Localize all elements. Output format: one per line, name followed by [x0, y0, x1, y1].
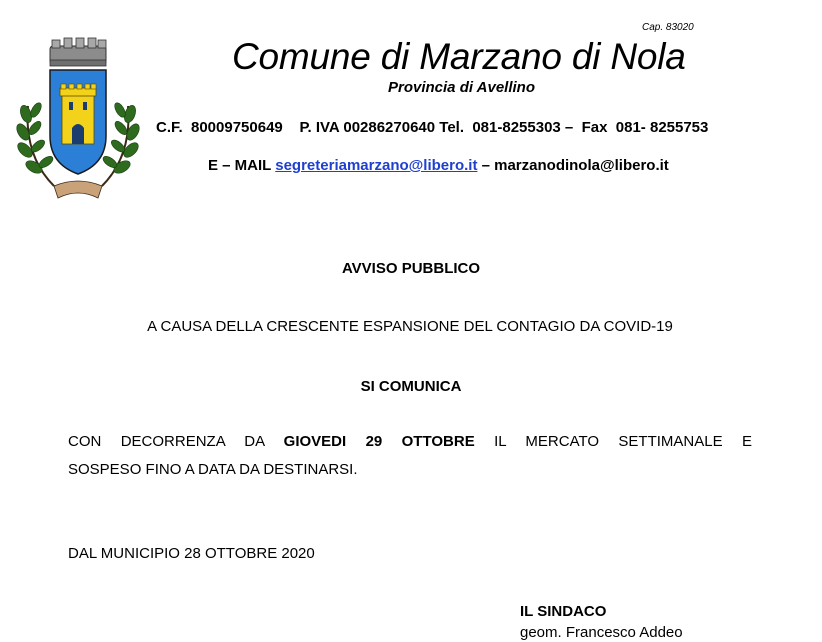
notice-cause: A CAUSA DELLA CRESCENTE ESPANSIONE DEL CONTAGIO DA COVID-19 [147, 318, 673, 335]
notice-body-line2: SOSPESO FINO A DATA DA DESTINARSI. [68, 461, 358, 478]
ribbon-icon [54, 181, 102, 198]
email-secondary: – marzanodinola@libero.it [477, 157, 669, 174]
body-text-part1: CON DECORRENZA DA [68, 433, 284, 450]
contact-details: C.F. 80009750649 P. IVA 00286270640 Tel. 081-8255303 – Fax 081- 8255753 [156, 119, 709, 136]
body-text-part2: IL MERCATO SETTIMANALE E [474, 433, 752, 450]
province-label: Provincia di Avellino [388, 79, 535, 96]
body-date-bold: GIOVEDI 29 OTTOBRE [283, 433, 475, 450]
notice-title: AVVISO PUBBLICO [341, 260, 481, 277]
postal-code: Cap. 83020 [642, 22, 694, 33]
email-link[interactable]: segreteriamarzano@libero.it [275, 157, 478, 174]
municipality-title: Comune di Marzano di Nola [232, 36, 686, 77]
shield-icon [50, 70, 106, 174]
dateline: DAL MUNICIPIO 28 OTTOBRE 2020 [68, 545, 315, 562]
notice-body-line1 [68, 428, 752, 456]
notice-body [68, 428, 752, 484]
notice-heading: SI COMUNICA [360, 378, 462, 395]
coat-of-arms-icon [14, 36, 142, 204]
mayor-title: IL SINDACO [520, 603, 607, 620]
crown-icon [50, 38, 106, 66]
mayor-name: geom. Francesco Addeo [520, 624, 683, 641]
email-prefix: E – MAIL [208, 157, 276, 174]
email-line [208, 157, 669, 174]
